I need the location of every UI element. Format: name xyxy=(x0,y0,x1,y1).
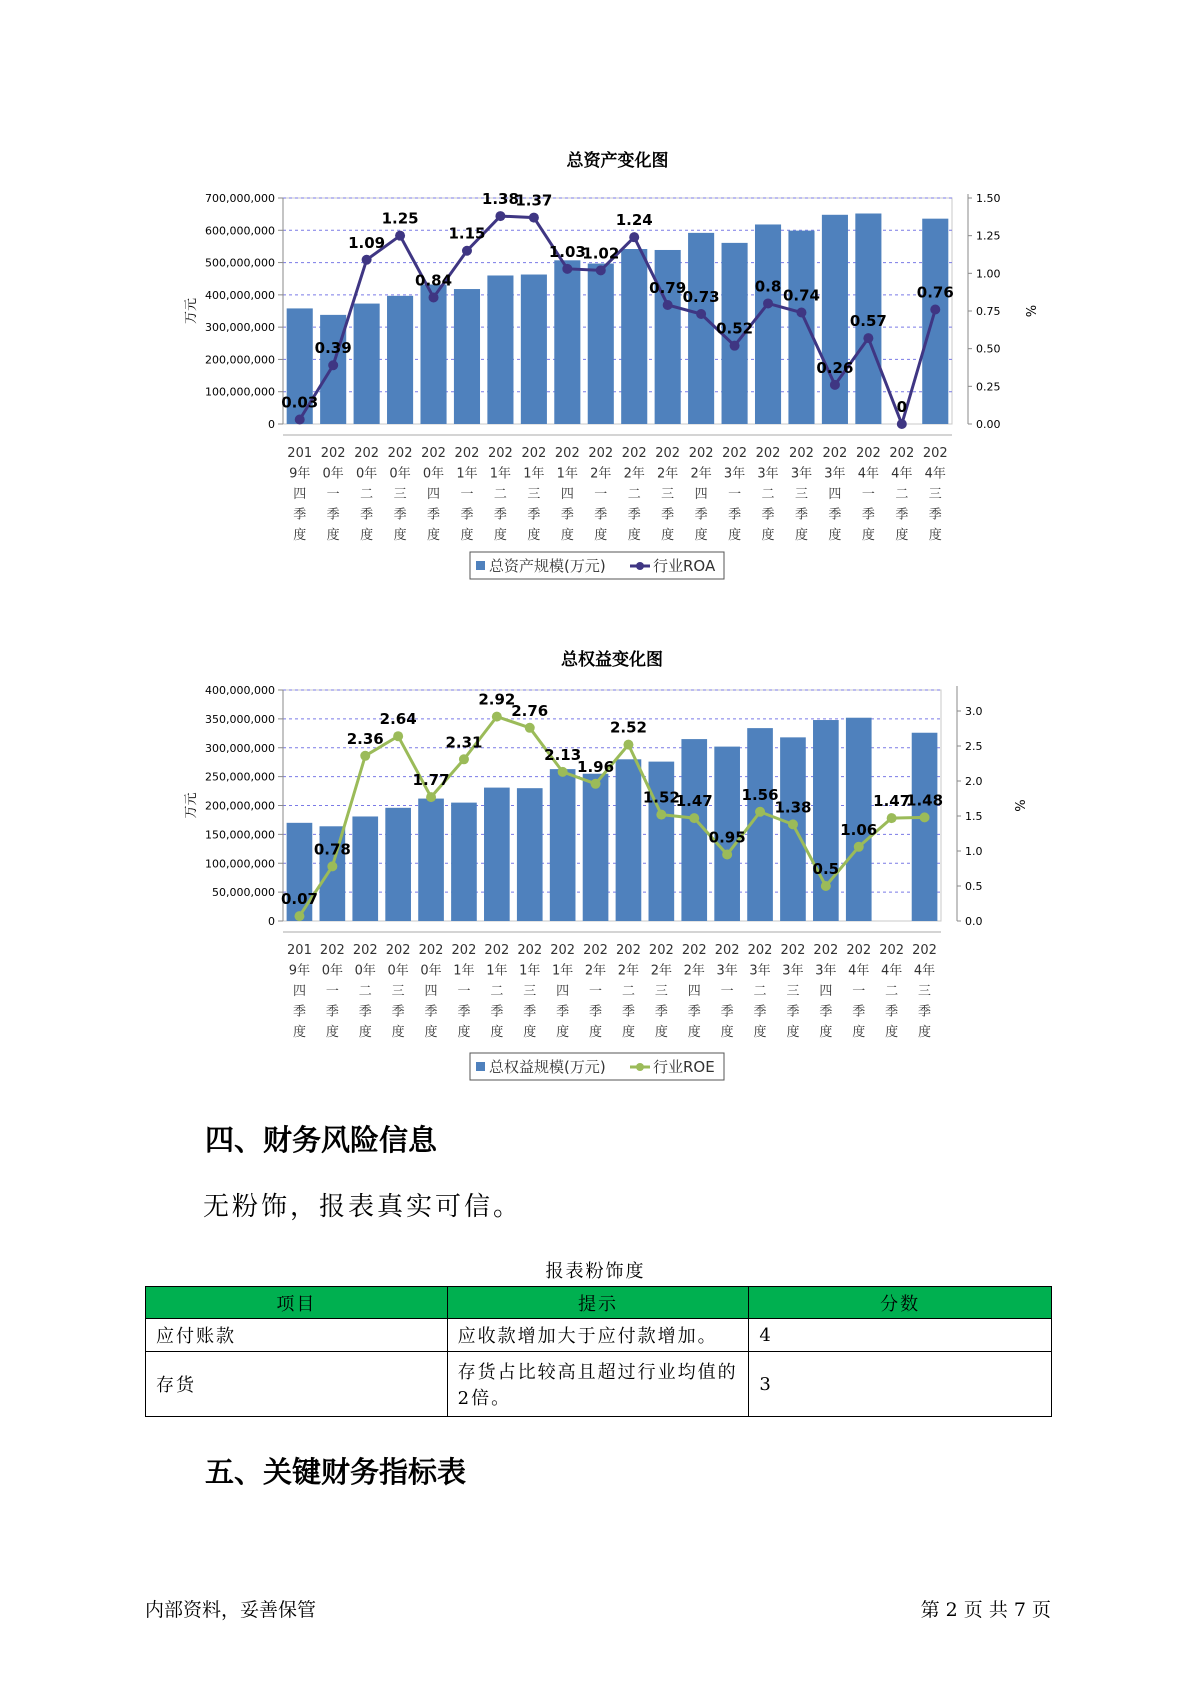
data-label: 2.92 xyxy=(478,690,516,709)
x-tick-label: 202 2年三季度 xyxy=(655,446,681,543)
bar xyxy=(649,762,675,921)
bar xyxy=(454,289,480,424)
line-point xyxy=(362,255,372,265)
bar xyxy=(616,759,642,921)
row-item: 应付账款 xyxy=(146,1319,448,1352)
left-tick-label: 250,000,000 xyxy=(205,770,275,784)
bar xyxy=(487,275,513,424)
bar xyxy=(846,718,872,921)
x-tick-label: 202 1年三季度 xyxy=(521,446,547,543)
bar xyxy=(418,799,444,921)
left-tick-label: 200,000,000 xyxy=(205,353,275,367)
total-assets-chart xyxy=(0,140,1191,590)
header-item: 项目 xyxy=(146,1287,448,1319)
right-tick-label: 3.0 xyxy=(965,705,983,718)
data-label: 0.74 xyxy=(782,286,820,305)
data-label: 0.07 xyxy=(280,890,318,909)
bar xyxy=(385,808,411,921)
data-label: 1.56 xyxy=(741,785,779,804)
x-tick-label: 202 0年四季度 xyxy=(418,943,444,1040)
line-point xyxy=(426,792,436,802)
right-tick-label: 1.0 xyxy=(965,845,983,858)
right-tick-label: 2.5 xyxy=(965,740,983,753)
data-label: 0.76 xyxy=(916,283,954,302)
left-tick-label: 500,000,000 xyxy=(205,256,275,270)
left-axis-title: 万元 xyxy=(184,297,199,325)
data-label: 1.48 xyxy=(906,791,944,810)
line-point xyxy=(821,881,831,891)
data-label: 2.36 xyxy=(346,729,384,748)
section4-text: 无粉饰，报表真实可信。 xyxy=(203,1192,523,1222)
x-tick-label: 202 0年一季度 xyxy=(320,446,346,543)
data-label: 2.13 xyxy=(544,745,582,764)
x-tick-label: 201 9年四季度 xyxy=(287,943,312,1040)
data-label: 2.31 xyxy=(445,733,483,752)
row-score: 3 xyxy=(749,1352,1052,1417)
data-label: 2.52 xyxy=(609,718,647,737)
x-tick-label: 202 3年三季度 xyxy=(789,446,814,543)
data-label: 1.37 xyxy=(515,191,553,210)
left-tick-label: 200,000,000 xyxy=(205,799,275,813)
left-axis-title: 万元 xyxy=(184,792,199,819)
line-point xyxy=(830,380,840,390)
table-row xyxy=(146,1319,1052,1352)
data-label: 0.57 xyxy=(849,312,887,331)
line-point xyxy=(763,298,773,308)
x-tick-label: 202 2年四季度 xyxy=(688,446,714,543)
line-point xyxy=(730,341,740,351)
line-point xyxy=(755,807,765,817)
x-tick-label: 202 3年四季度 xyxy=(822,446,848,543)
line-point xyxy=(623,740,633,750)
left-tick-label: 100,000,000 xyxy=(205,385,275,399)
x-tick-label: 202 2年二季度 xyxy=(621,446,647,543)
right-tick-label: 1.00 xyxy=(976,267,1001,281)
x-tick-label: 202 4年二季度 xyxy=(889,446,915,543)
line-point xyxy=(529,213,539,223)
data-label: 0 xyxy=(896,398,908,416)
line-point xyxy=(887,813,897,823)
bar xyxy=(354,304,380,424)
x-tick-label: 202 2年一季度 xyxy=(588,446,614,543)
legend-bar-swatch xyxy=(476,1062,485,1071)
x-tick-label: 202 4年三季度 xyxy=(912,943,937,1040)
left-tick-label: 600,000,000 xyxy=(205,224,275,238)
line-point xyxy=(897,419,907,429)
data-label: 1.06 xyxy=(840,820,878,839)
header-hint: 提示 xyxy=(447,1287,749,1319)
bar xyxy=(588,264,614,424)
section4-heading: 四、财务风险信息 xyxy=(205,1123,438,1157)
row-hint: 存货占比较高且超过行业均值的2倍。 xyxy=(447,1352,749,1417)
legend-bar-swatch xyxy=(476,561,485,570)
line-point xyxy=(562,264,572,274)
bar xyxy=(922,219,948,424)
bar xyxy=(352,816,378,921)
legend-line-marker xyxy=(636,1063,644,1071)
x-tick-label: 202 1年二季度 xyxy=(488,446,513,543)
line-point xyxy=(328,360,338,370)
line-point xyxy=(920,812,930,822)
line-point xyxy=(395,231,405,241)
left-tick-label: 100,000,000 xyxy=(205,857,275,871)
x-tick-label: 201 9年四季度 xyxy=(287,446,313,543)
left-tick-label: 350,000,000 xyxy=(205,712,275,726)
bar xyxy=(554,260,580,424)
legend-line-label: 行业ROA xyxy=(653,557,716,575)
line-point xyxy=(854,842,864,852)
x-tick-label: 202 1年一季度 xyxy=(454,446,480,543)
data-label: 1.25 xyxy=(381,209,419,228)
data-label: 1.15 xyxy=(448,224,486,243)
table-row xyxy=(146,1352,1052,1417)
data-label: 1.52 xyxy=(642,788,680,807)
data-label: 0.84 xyxy=(415,271,453,290)
x-tick-label: 202 2年二季度 xyxy=(616,943,641,1040)
left-tick-label: 400,000,000 xyxy=(205,288,275,302)
data-label: 1.47 xyxy=(873,792,911,811)
bar xyxy=(517,788,543,921)
line-point xyxy=(629,232,639,242)
right-tick-label: 0.25 xyxy=(976,380,1001,394)
x-tick-label: 202 1年四季度 xyxy=(554,446,580,543)
x-tick-label: 202 3年二季度 xyxy=(747,943,773,1040)
total-equity-chart xyxy=(0,640,1191,1090)
right-tick-label: 0.50 xyxy=(976,342,1001,356)
line-point xyxy=(558,767,568,777)
legend-line-label: 行业ROE xyxy=(653,1058,715,1076)
x-tick-label: 202 3年一季度 xyxy=(714,943,740,1040)
data-label: 1.09 xyxy=(348,233,386,252)
x-tick-label: 202 3年四季度 xyxy=(813,943,839,1040)
data-label: 0.79 xyxy=(649,278,687,297)
line-point xyxy=(689,813,699,823)
data-label: 0.95 xyxy=(708,828,746,847)
right-tick-label: 0.0 xyxy=(965,915,983,928)
bar xyxy=(521,275,547,424)
line-point xyxy=(788,819,798,829)
right-tick-label: 1.25 xyxy=(976,229,1001,243)
table-header-row xyxy=(146,1287,1052,1319)
left-tick-label: 150,000,000 xyxy=(205,828,275,842)
line-point xyxy=(863,333,873,343)
x-tick-label: 202 2年四季度 xyxy=(681,943,707,1040)
x-tick-label: 202 0年一季度 xyxy=(319,943,345,1040)
data-label: 0.5 xyxy=(812,860,840,878)
risk-table xyxy=(145,1286,1052,1417)
line-point xyxy=(930,304,940,314)
line-point xyxy=(360,751,370,761)
data-label: 0.39 xyxy=(314,339,352,358)
line-point xyxy=(796,308,806,318)
data-label: 1.96 xyxy=(577,757,615,776)
legend-bar-label: 总权益规模(万元) xyxy=(489,1058,606,1076)
line-point xyxy=(492,712,502,722)
row-hint: 应收款增加大于应付款增加。 xyxy=(447,1319,749,1352)
x-tick-label: 202 1年四季度 xyxy=(550,943,576,1040)
data-label: 1.38 xyxy=(481,190,519,209)
x-tick-label: 202 3年一季度 xyxy=(722,446,747,543)
x-tick-label: 202 1年三季度 xyxy=(517,943,543,1040)
bar xyxy=(484,788,510,921)
x-tick-label: 202 0年四季度 xyxy=(421,446,446,543)
data-label: 0.73 xyxy=(682,288,720,307)
data-label: 0.26 xyxy=(816,358,854,377)
x-tick-label: 202 0年三季度 xyxy=(385,943,411,1040)
bar xyxy=(755,224,781,424)
footer-page-number: 第 2 页 共 7 页 xyxy=(920,1599,1051,1621)
line-point xyxy=(429,292,439,302)
line-point xyxy=(295,414,305,424)
line-point xyxy=(656,810,666,820)
line-point xyxy=(294,911,304,921)
chart-title: 总资产变化图 xyxy=(566,151,669,171)
data-label: 2.76 xyxy=(511,701,549,720)
data-label: 0.78 xyxy=(313,840,351,859)
right-tick-label: 0.75 xyxy=(976,305,1001,318)
left-tick-label: 0 xyxy=(268,915,275,928)
line-point xyxy=(591,779,601,789)
line-point xyxy=(459,754,469,764)
bar xyxy=(621,249,647,424)
x-tick-label: 202 3年三季度 xyxy=(780,943,806,1040)
right-axis-title: % xyxy=(1022,304,1037,318)
x-tick-label: 202 3年二季度 xyxy=(755,446,781,543)
row-item: 存货 xyxy=(146,1352,448,1417)
bar xyxy=(822,215,848,424)
x-tick-label: 202 4年二季度 xyxy=(879,943,905,1040)
left-tick-label: 400,000,000 xyxy=(205,684,275,697)
x-tick-label: 202 2年三季度 xyxy=(648,943,674,1040)
legend-line-marker xyxy=(636,562,644,570)
x-tick-label: 202 0年二季度 xyxy=(354,446,380,543)
bar xyxy=(788,231,814,424)
plot-area xyxy=(283,198,952,424)
bar xyxy=(420,285,446,424)
line-point xyxy=(393,731,403,741)
line-point xyxy=(525,723,535,733)
section5-heading: 五、关键财务指标表 xyxy=(205,1455,467,1489)
x-tick-label: 202 0年三季度 xyxy=(387,446,413,543)
right-tick-label: 0.00 xyxy=(976,418,1001,431)
line-point xyxy=(696,309,706,319)
x-tick-label: 202 4年一季度 xyxy=(846,943,872,1040)
line-point xyxy=(663,300,673,310)
x-tick-label: 202 4年一季度 xyxy=(855,446,881,543)
left-tick-label: 0 xyxy=(268,418,275,431)
right-tick-label: 0.5 xyxy=(965,880,983,893)
row-score: 4 xyxy=(749,1319,1052,1352)
left-tick-label: 50,000,000 xyxy=(212,886,275,900)
bar xyxy=(387,296,413,424)
bar xyxy=(655,250,681,424)
data-label: 1.02 xyxy=(582,244,620,263)
x-tick-label: 202 0年二季度 xyxy=(352,943,378,1040)
table-caption: 报表粉饰度 xyxy=(545,1261,646,1282)
x-tick-label: 202 1年一季度 xyxy=(451,943,477,1040)
data-label: 1.24 xyxy=(615,211,653,230)
x-tick-label: 202 2年一季度 xyxy=(583,943,608,1040)
data-label: 0.8 xyxy=(754,277,782,296)
x-tick-label: 202 4年三季度 xyxy=(922,446,948,543)
bar xyxy=(912,733,938,921)
bar xyxy=(451,803,477,921)
x-tick-label: 202 1年二季度 xyxy=(484,943,510,1040)
right-tick-label: 2.0 xyxy=(965,775,983,788)
right-tick-label: 1.50 xyxy=(976,192,1001,205)
footer-left: 内部资料，妥善保管 xyxy=(145,1599,317,1621)
data-label: 1.38 xyxy=(774,798,812,817)
line-point xyxy=(462,246,472,256)
line-point xyxy=(596,265,606,275)
chart-title: 总权益变化图 xyxy=(561,650,663,670)
line-point xyxy=(327,861,337,871)
bar xyxy=(583,774,609,921)
line-point xyxy=(722,850,732,860)
left-tick-label: 700,000,000 xyxy=(205,192,275,205)
bar xyxy=(550,769,576,921)
data-label: 0.52 xyxy=(716,319,754,338)
legend-bar-label: 总资产规模(万元) xyxy=(489,557,606,575)
data-label: 1.03 xyxy=(548,242,586,261)
right-tick-label: 1.5 xyxy=(965,810,983,823)
data-label: 1.77 xyxy=(412,771,450,790)
line-point xyxy=(495,211,505,221)
right-axis-title: % xyxy=(1011,799,1026,812)
left-tick-label: 300,000,000 xyxy=(205,741,275,755)
header-score: 分数 xyxy=(749,1287,1052,1319)
left-tick-label: 300,000,000 xyxy=(205,321,275,335)
data-label: 2.64 xyxy=(379,710,417,729)
data-label: 1.47 xyxy=(675,792,713,811)
bar xyxy=(688,233,714,424)
data-label: 0.03 xyxy=(281,393,319,412)
